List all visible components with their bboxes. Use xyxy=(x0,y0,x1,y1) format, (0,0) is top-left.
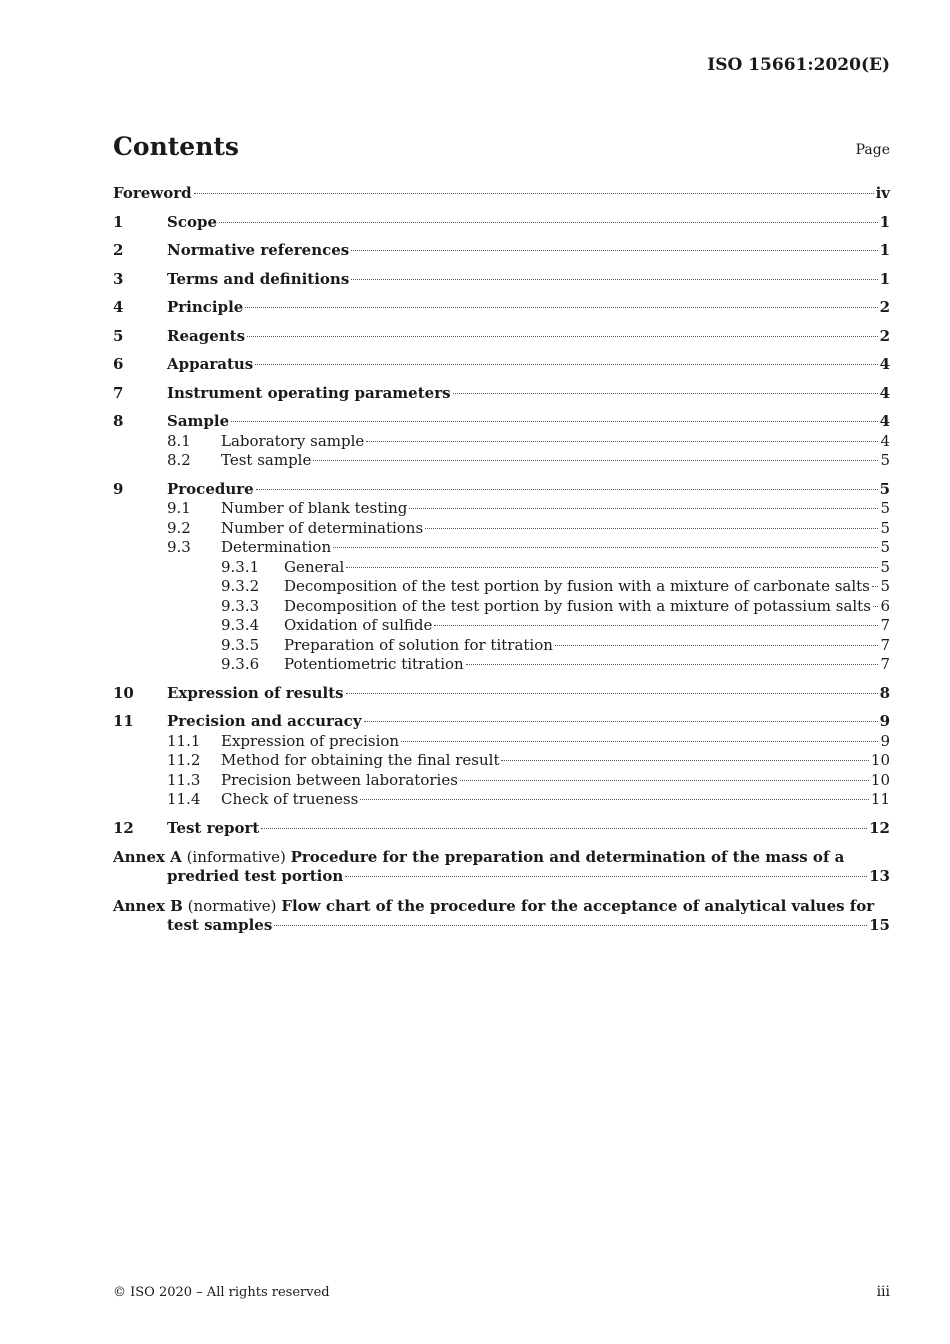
toc-entry-page: 9 xyxy=(879,712,890,730)
toc-entry-title: Precision between laboratories xyxy=(221,770,458,789)
toc-entry-number: 9.2 xyxy=(167,518,191,537)
toc-entry-title: Decomposition of the test portion by fusion with a mixture of potassium salts xyxy=(284,596,871,615)
toc-entry-page: 13 xyxy=(869,867,890,885)
leader-dots xyxy=(872,586,879,587)
toc-entry-number: 7 xyxy=(113,383,124,402)
leader-dots xyxy=(425,528,878,529)
toc-entry-number: 3 xyxy=(113,269,124,288)
leader-dots xyxy=(345,876,867,877)
toc-entry-page: 2 xyxy=(879,298,890,316)
toc-section[interactable] xyxy=(113,712,890,732)
toc-entry-title: Normative references xyxy=(167,241,350,259)
toc-entry-number: 9.1 xyxy=(167,499,191,517)
annex-type: (normative) xyxy=(187,896,277,915)
toc-entry-number: 9.3.5 xyxy=(221,635,260,654)
toc-entry-title: Foreword xyxy=(113,184,192,202)
toc-entry-page: 15 xyxy=(869,915,890,934)
toc-section[interactable] xyxy=(113,298,890,318)
toc-entry-title: Test sample xyxy=(221,451,312,469)
toc-entry-page: 4 xyxy=(879,355,890,373)
toc-entry-number: 5 xyxy=(113,326,124,345)
toc-entry-title: Laboratory sample xyxy=(221,431,365,450)
toc-entry-page: 5 xyxy=(880,577,890,595)
toc-entry-number: 9.3.3 xyxy=(221,596,260,615)
toc-subsection[interactable] xyxy=(113,771,890,791)
toc-subsection[interactable] xyxy=(113,451,890,471)
toc-entry-number: 2 xyxy=(113,241,124,259)
leader-dots xyxy=(366,441,878,442)
annex-type: (informative) xyxy=(186,848,286,866)
toc-entry-page: 5 xyxy=(879,479,890,498)
leader-dots xyxy=(231,421,877,422)
toc-entry-title: Number of determinations xyxy=(221,518,424,537)
toc-entry-number: 8 xyxy=(113,412,124,430)
toc-subsection[interactable] xyxy=(113,790,890,810)
toc-entry-title: Terms and definitions xyxy=(167,269,350,288)
toc-entry-page: 5 xyxy=(880,557,890,576)
toc-entry-page: 10 xyxy=(870,751,890,769)
page-column-label: Page xyxy=(855,142,890,158)
toc-entry-number: 9.3.1 xyxy=(221,557,260,576)
toc-section[interactable] xyxy=(113,384,890,404)
toc-subsection[interactable] xyxy=(113,636,890,656)
toc-subsection[interactable] xyxy=(113,558,890,578)
toc-section[interactable] xyxy=(113,327,890,347)
toc-subsection[interactable] xyxy=(113,655,890,675)
toc-section[interactable] xyxy=(113,684,890,704)
toc-entry-page: 7 xyxy=(880,616,890,634)
page-number: iii xyxy=(876,1284,890,1300)
toc-entry-title: Instrument operating parameters xyxy=(167,383,451,402)
toc-entry-title: Scope xyxy=(167,212,218,231)
toc-entry-page: 12 xyxy=(869,818,890,837)
toc-entry-page: iv xyxy=(875,184,890,202)
toc-entry-page: 6 xyxy=(880,596,890,615)
toc-entry-page: 4 xyxy=(880,431,890,450)
toc-entry-number: 9.3.6 xyxy=(221,655,260,673)
annex-title-continuation xyxy=(113,916,890,936)
toc-entry-title: General xyxy=(284,557,345,576)
toc-entry-foreword[interactable] xyxy=(113,184,890,204)
toc-section[interactable] xyxy=(113,213,890,233)
leader-dots xyxy=(255,364,877,365)
toc-entry-page: 5 xyxy=(880,499,890,517)
toc-entry-page: 1 xyxy=(879,212,890,231)
leader-dots xyxy=(460,780,869,781)
toc-entry-title: Check of trueness xyxy=(221,790,359,808)
toc-entry-title: Sample xyxy=(167,412,230,430)
toc-entry-number: 11.2 xyxy=(167,751,201,769)
toc-entry-page: 1 xyxy=(879,269,890,288)
toc-subsection[interactable] xyxy=(113,538,890,558)
toc-entry-number: 8.2 xyxy=(167,451,191,469)
leader-dots xyxy=(401,741,878,742)
toc-annex[interactable] xyxy=(113,847,890,887)
toc-section[interactable] xyxy=(113,355,890,375)
toc-entry-page: 2 xyxy=(879,326,890,345)
toc-entry-number: 1 xyxy=(113,212,124,231)
toc-entry-page: 9 xyxy=(880,731,890,750)
leader-dots xyxy=(313,460,878,461)
annex-title: predried test portion xyxy=(167,867,344,885)
leader-dots xyxy=(873,606,879,607)
contents-title: Contents xyxy=(113,132,240,161)
toc-entry-number: 9 xyxy=(113,479,124,498)
toc-entry-page: 11 xyxy=(870,790,890,808)
table-of-contents xyxy=(113,184,890,935)
toc-entry-title: Procedure xyxy=(167,479,254,498)
toc-subsection[interactable] xyxy=(113,616,890,636)
annex-title: Flow chart of the procedure for the acceptance of analytical values for xyxy=(281,896,875,915)
leader-dots xyxy=(333,547,878,548)
toc-entry-title: Number of blank testing xyxy=(221,499,408,517)
leader-dots xyxy=(360,799,869,800)
annex-title-line xyxy=(113,896,890,916)
toc-entry-page: 5 xyxy=(880,518,890,537)
toc-entry-page: 10 xyxy=(870,770,890,789)
toc-subsection[interactable] xyxy=(113,432,890,452)
toc-subsection[interactable] xyxy=(113,751,890,771)
toc-entry-title: Potentiometric titration xyxy=(284,655,464,673)
toc-entry-title: Reagents xyxy=(167,326,246,345)
leader-dots xyxy=(346,693,878,694)
toc-entry-number: 11.3 xyxy=(167,770,201,789)
toc-entry-title: Expression of results xyxy=(167,683,344,702)
toc-entry-page: 4 xyxy=(879,412,890,430)
leader-dots xyxy=(364,721,878,722)
toc-entry-page: 7 xyxy=(880,655,890,673)
toc-entry-number: 11 xyxy=(113,712,134,730)
leader-dots xyxy=(453,393,878,394)
toc-subsection[interactable] xyxy=(113,577,890,597)
toc-section[interactable] xyxy=(113,480,890,500)
toc-entry-page: 8 xyxy=(879,683,890,702)
toc-entry-number: 9.3.2 xyxy=(221,577,260,595)
toc-section[interactable] xyxy=(113,412,890,432)
annex-title-line xyxy=(113,847,890,867)
toc-entry-page: 1 xyxy=(879,241,890,259)
toc-entry-number: 6 xyxy=(113,355,124,373)
toc-entry-page: 5 xyxy=(880,538,890,556)
leader-dots xyxy=(194,193,874,194)
toc-subsection[interactable] xyxy=(113,499,890,519)
toc-entry-page: 4 xyxy=(879,383,890,402)
toc-entry-title: Method for obtaining the final result xyxy=(221,751,500,769)
toc-entry-title: Precision and accuracy xyxy=(167,712,362,730)
toc-section[interactable] xyxy=(113,241,890,261)
leader-dots xyxy=(245,307,877,308)
toc-annex[interactable] xyxy=(113,896,890,936)
leader-dots xyxy=(409,508,878,509)
copyright-notice: © ISO 2020 – All rights reserved xyxy=(113,1285,330,1300)
leader-dots xyxy=(261,828,867,829)
toc-entry-title: Determination xyxy=(221,538,332,556)
toc-section[interactable] xyxy=(113,819,890,839)
toc-entry-number: 12 xyxy=(113,818,134,837)
leader-dots xyxy=(466,664,879,665)
annex-title: Procedure for the preparation and determination of the mass of a xyxy=(290,848,845,866)
toc-entry-number: 9.3.4 xyxy=(221,616,260,634)
leader-dots xyxy=(274,925,867,926)
annex-title: test samples xyxy=(167,915,273,934)
toc-entry-title: Test report xyxy=(167,818,260,837)
leader-dots xyxy=(351,250,877,251)
toc-entry-title: Expression of precision xyxy=(221,731,400,750)
leader-dots xyxy=(219,222,878,223)
toc-subsection[interactable] xyxy=(113,519,890,539)
toc-entry-page: 7 xyxy=(880,635,890,654)
toc-entry-number: 10 xyxy=(113,683,134,702)
leader-dots xyxy=(501,760,868,761)
leader-dots xyxy=(434,625,878,626)
toc-entry-number: 8.1 xyxy=(167,431,191,450)
toc-entry-title: Preparation of solution for titration xyxy=(284,635,553,654)
toc-entry-number: 4 xyxy=(113,298,124,316)
toc-entry-title: Principle xyxy=(167,298,244,316)
toc-entry-number: 9.3 xyxy=(167,538,191,556)
toc-entry-title: Oxidation of sulfide xyxy=(284,616,433,634)
annex-label: Annex B xyxy=(113,896,183,915)
toc-section[interactable] xyxy=(113,270,890,290)
toc-entry-number: 11.4 xyxy=(167,790,201,808)
toc-subsection[interactable] xyxy=(113,597,890,617)
annex-title-continuation xyxy=(113,867,890,887)
toc-entry-page: 5 xyxy=(880,451,890,469)
toc-subsection[interactable] xyxy=(113,732,890,752)
leader-dots xyxy=(247,336,878,337)
leader-dots xyxy=(256,489,878,490)
toc-entry-number: 11.1 xyxy=(167,731,201,750)
leader-dots xyxy=(346,567,878,568)
leader-dots xyxy=(555,645,879,646)
toc-entry-title: Apparatus xyxy=(167,355,254,373)
toc-entry-title: Decomposition of the test portion by fusion with a mixture of carbonate salts xyxy=(284,577,870,595)
annex-label: Annex A xyxy=(113,848,182,866)
document-id: ISO 15661:2020(E) xyxy=(707,55,890,75)
leader-dots xyxy=(351,279,877,280)
